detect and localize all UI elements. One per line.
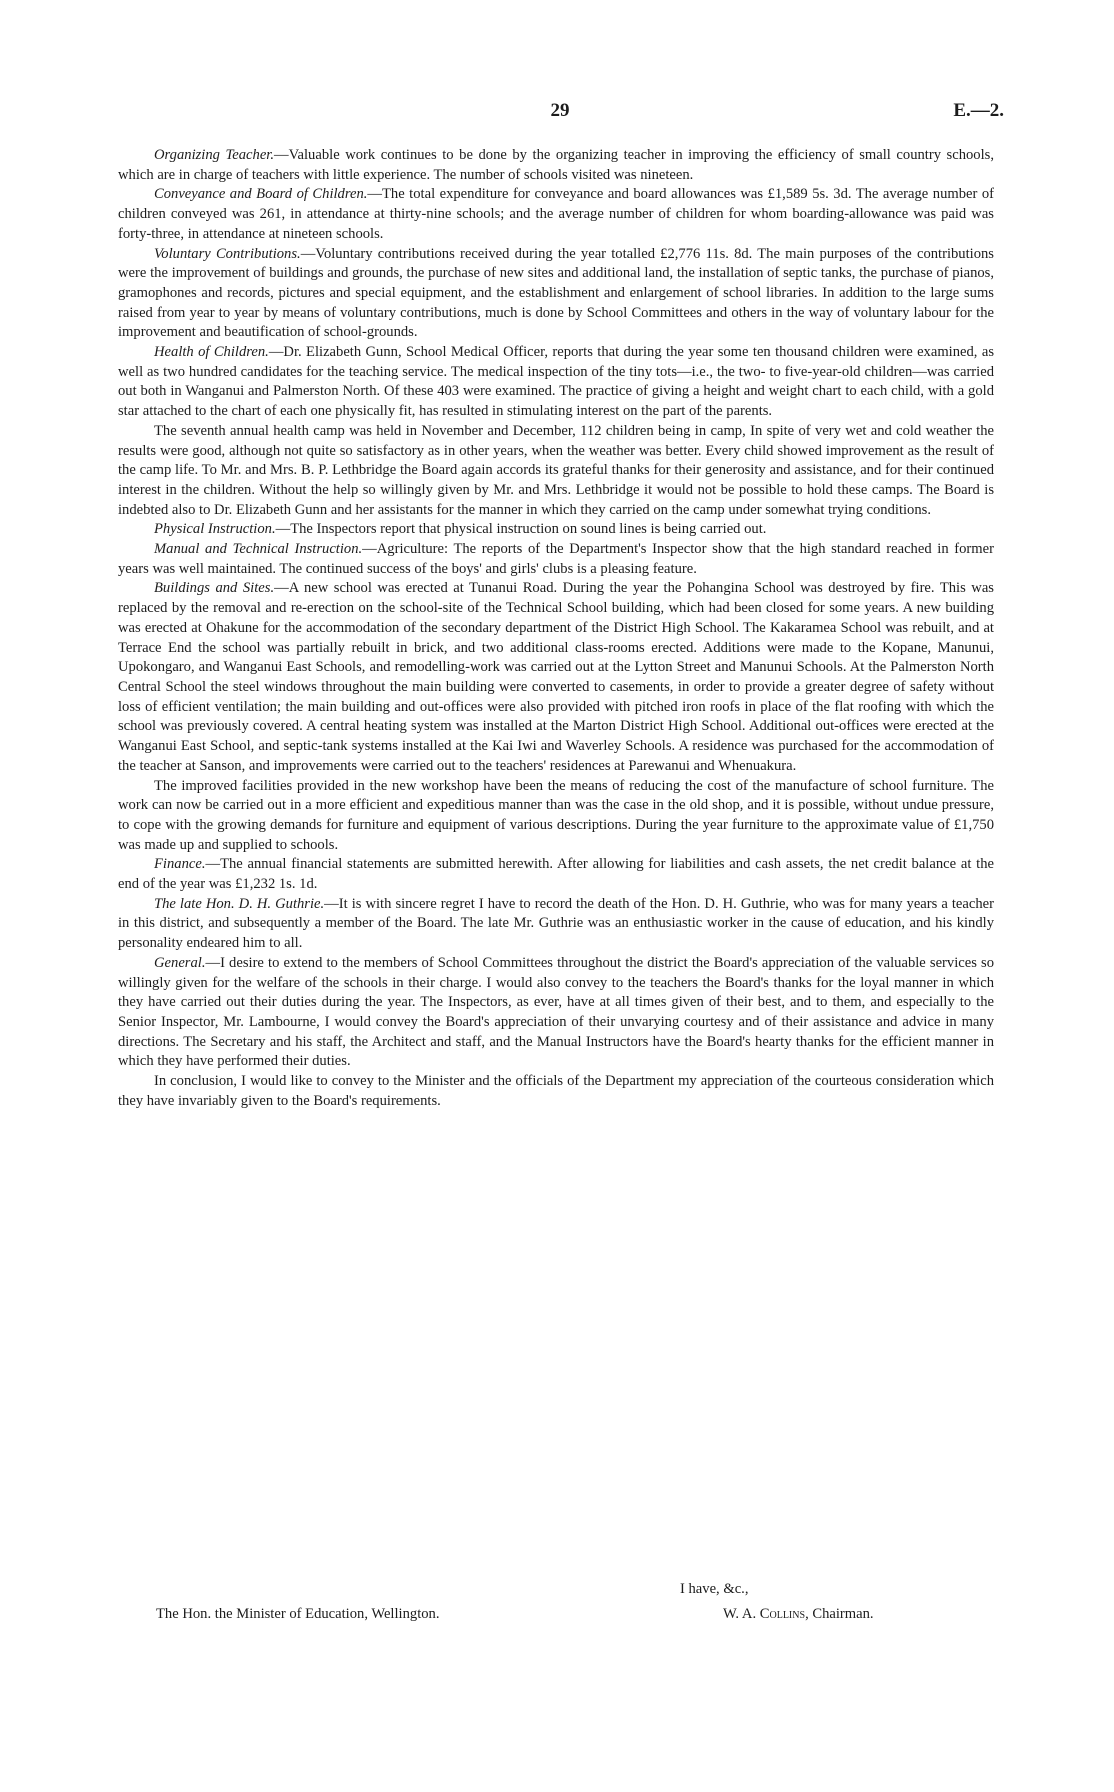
paragraph-manual-technical [118,540,994,579]
paragraph-heading: Physical Instruction. [154,521,276,538]
paragraph-health-camp [118,422,994,521]
paragraph-text: —Agriculture: The reports of the Department's Inspector show that the high standard reached in former years was well maintained. The continued success of the boys' and girls' clubs is a pleasing feature. [118,541,994,577]
paragraph-text: —It is with sincere regret I have to record the death of the Hon. D. H. Guthrie, who was for many years a teacher in this district, and subsequently a member of the Board. The late Mr. Guthrie was an enthusiastic worker in the cause of education, and his kindly personality endeared him to all. [118,895,994,952]
paragraph-voluntary-contributions [118,245,994,344]
paragraph-health-of-children [118,343,994,422]
paragraph-workshop [118,777,994,856]
paragraph-text: —The Inspectors report that physical instruction on sound lines is being carried out. [275,521,767,538]
paragraph-text: In conclusion, I would like to convey to the Minister and the officials of the Department my appreciation of the courteous consideration which they have invariably given to the Board's requirements. [118,1073,994,1109]
paragraph-text: —Valuable work continues to be done by the organizing teacher in improving the efficiency of small country schools, which are in charge of teachers with little experience. The number of schools visited was nineteen. [118,147,994,183]
signature [723,1606,874,1623]
paragraph-text: The seventh annual health camp was held in November and December, 112 children being in camp, In spite of very wet and cold weather the results were good, although not quite so satisfactory as in other years, when the weather was better. Every child showed improvement as the result of the camp life. To Mr. and Mrs. B. P. Lethbridge the Board again accords its grateful thanks for their generosity and assistance, and for their continued interest in the children. Without the help so willingly given by Mr. and Mrs. Lethbridge it would not be possible to hold these camps. The Board is indebted also to Dr. Elizabeth Gunn and her assistants for the manner in which they carried on the camp under somewhat trying conditions. [118,422,994,518]
paragraph-text: —A new school was erected at Tunanui Road. During the year the Pohangina School was destroyed by fire. This was replaced by the removal and re-erection on the school-site of the Technical School building, which had been closed for some years. A new building was erected at Ohakune for the accommodation of the secondary department of the District High School. The Kakaramea School was rebuilt, and at Terrace End the school was partially rebuilt in brick, and two additional class-rooms erected. Additions were made to the Kopane, Manunui, Upokongaro, and Wanganui East Schools, and remodelling-work was carried out at the Lytton Street and Manunui Schools. At the Palmerston North Central School the steel windows throughout the main building were converted to casements, in order to provide a greater degree of safety without loss of efficient ventilation; the main building and out-offices were also provided with pitched iron roofs in place of the flat roofing with which the school was previously covered. A central heating system was installed at the Marton District High School. Additional out-offices were erected at the Wanganui East School, and septic-tank systems installed at the Kai Iwi and Waverley Schools. A residence was purchased for the accommodation of the teacher at Sanson, and improvements were carried out to the teachers' residences at Parewanui and Whenuakura. [118,580,994,774]
report-body [118,146,994,1111]
paragraph-text: The improved facilities provided in the new workshop have been the means of reducing the cost of the manufacture of school furniture. The work can now be carried out in a more efficient and expeditious manner than was the case in the old shop, and it is possible, without undue pressure, to cope with the growing demands for furniture and equipment of various descriptions. During the year furniture to the approximate value of £1,750 was made up and supplied to schools. [118,777,994,853]
document-reference: E.—2. [953,100,1004,121]
paragraph-guthrie [118,895,994,954]
signatory-name: W. A. Collins [723,1606,806,1622]
paragraph-text: —I desire to extend to the members of School Committees throughout the district the Board's appreciation of the valuable services so willingly given for the welfare of the schools in their charge. I would also convey to the teachers the Board's thanks for the loyal manner in which they have carried out their duties during the year. The Inspectors, as ever, have at all times given of their best, and to them, and especially to the Senior Inspector, Mr. Lambourne, I would convey the Board's appreciation of their unvarying courtesy and of their assistance and advice in many directions. The Secretary and his staff, the Architect and staff, and the Manual Instructors have the Board's hearty thanks for the efficient manner in which they have performed their duties. [118,954,994,1070]
paragraph-heading: Voluntary Contributions. [154,245,301,262]
paragraph-text: —The total expenditure for conveyance and board allowances was £1,589 5s. 3d. The average number of children conveyed was 261, in attendance at thirty-nine schools; and the average number of children for whom boarding-allowance was paid was forty-three, in attendance at nineteen schools. [118,186,994,242]
paragraph-finance [118,855,994,894]
paragraph-physical-instruction [118,520,994,540]
paragraph-general [118,954,994,1072]
paragraph-heading: Conveyance and Board of Children. [154,186,368,203]
signatory-title: , Chairman. [805,1606,874,1622]
paragraph-heading: Finance. [154,856,206,873]
paragraph-conclusion [118,1072,994,1111]
paragraph-buildings-sites [118,579,994,776]
paragraph-heading: General. [154,954,206,971]
paragraph-text: —Dr. Elizabeth Gunn, School Medical Officer, reports that during the year some ten thousand children were examined, as well as two hundred candidates for the teaching service. The medical inspection of the tiny tots—i.e., the two- to five-year-old children—was carried out both in Wanganui and Palmerston North. Of these 403 were examined. The practice of giving a height and weight chart to each child, with a gold star attached to the chart of each one physically fit, has resulted in stimulating interest on the part of the parents. [118,344,994,420]
paragraph-heading: The late Hon. D. H. Guthrie. [154,895,325,912]
paragraph-organizing-teacher [118,146,994,185]
paragraph-heading: Manual and Technical Instruction. [154,541,363,558]
paragraph-heading: Health of Children. [154,344,269,361]
paragraph-heading: Buildings and Sites. [154,580,275,597]
paragraph-heading: Organizing Teacher. [154,147,275,163]
page-number: 29 [550,100,570,121]
closing-salutation: I have, &c., [680,1581,749,1597]
paragraph-text: —The annual financial statements are submitted herewith. After allowing for liabilities and cash assets, the net credit balance at the end of the year was £1,232 1s. 1d. [118,856,994,893]
paragraph-text: —Voluntary contributions received during the year totalled £2,776 11s. 8d. The main purposes of the contributions were the improvement of buildings and grounds, the purchase of new sites and additional land, the installation of septic tanks, the purchase of pianos, gramophones and records, pictures and special equipment, and the establishment and enlargement of school libraries. In addition to the large sums raised from year to year by means of voluntary contributions, much is done by School Committees and others in the way of voluntary labour for the improvement and beautification of school-grounds. [118,245,994,341]
addressee: The Hon. the Minister of Education, Wellington. [156,1606,440,1622]
paragraph-conveyance [118,185,994,244]
